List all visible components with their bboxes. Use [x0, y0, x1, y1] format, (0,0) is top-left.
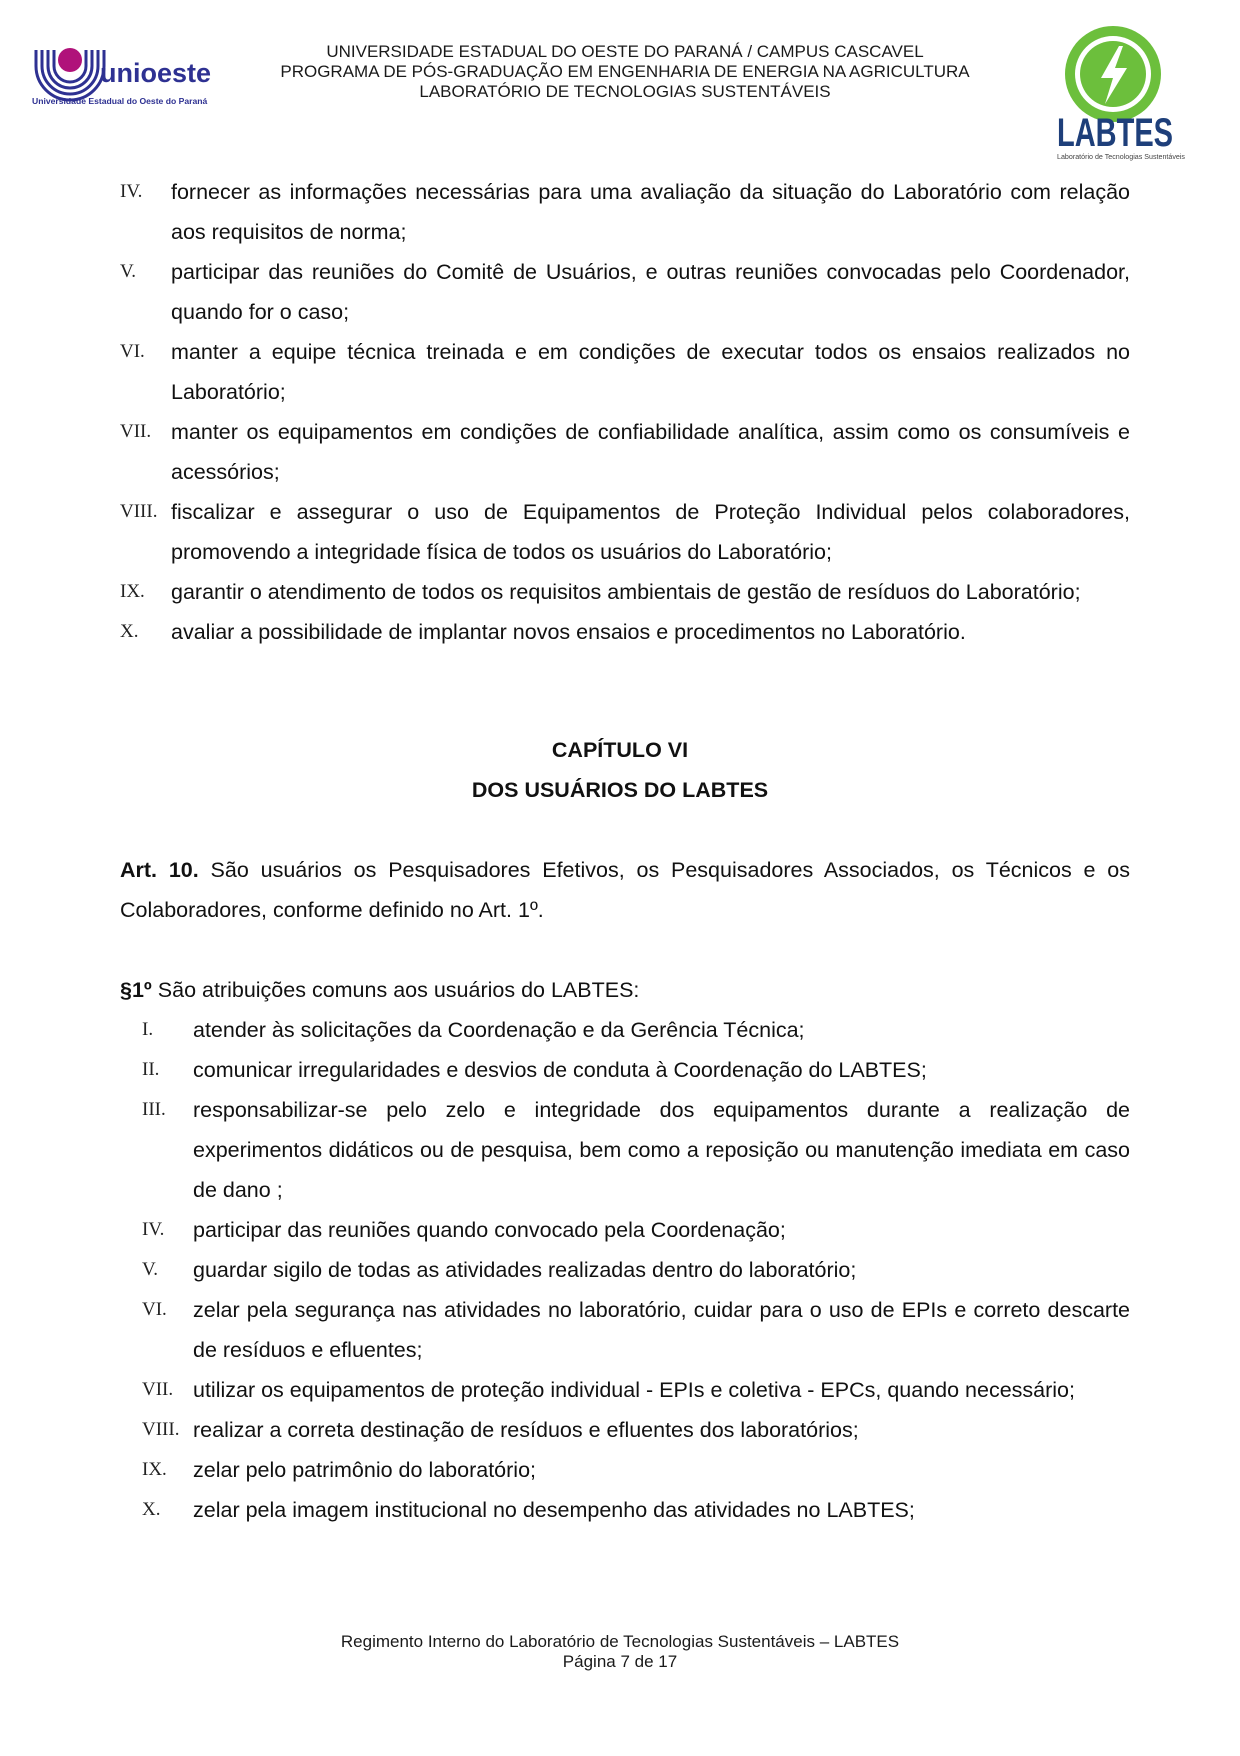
list-item — [142, 1050, 1130, 1090]
chapter-title: CAPÍTULO VI — [551, 738, 689, 762]
list-item — [142, 1450, 1130, 1490]
list-item — [142, 1210, 1130, 1250]
item-number: VI. — [142, 1299, 167, 1320]
list-item — [120, 412, 1130, 492]
item-number: IX. — [142, 1459, 167, 1480]
item-number: VIII. — [142, 1419, 180, 1440]
item-number: VI. — [120, 341, 145, 362]
article-10 — [120, 850, 1130, 930]
list-item — [120, 572, 1130, 612]
footer-title: Regimento Interno do Laboratório de Tecnologias Sustentáveis – LABTES — [340, 1632, 900, 1651]
item-text: atender às solicitações da Coordenação e da Gerência Técnica; — [193, 1018, 805, 1042]
header-line-3: LABORATÓRIO DE TECNOLOGIAS SUSTENTÁVEIS — [419, 82, 831, 101]
list-item — [142, 1490, 1130, 1530]
page-number: Página 7 de 17 — [562, 1652, 678, 1671]
item-number: V. — [142, 1259, 159, 1280]
item-number: VII. — [120, 421, 152, 442]
list-item — [120, 332, 1130, 412]
unioeste-subtitle: Universidade Estadual do Oeste do Paraná — [32, 96, 208, 106]
item-number: IV. — [142, 1219, 165, 1240]
item-number: X. — [120, 621, 139, 642]
item-number: II. — [142, 1059, 160, 1080]
unioeste-emblem — [36, 48, 104, 100]
paragraph-text: São atribuições comuns aos usuários do LABTES: — [157, 978, 640, 1002]
item-number: VIII. — [120, 501, 158, 522]
article-text: São usuários os Pesquisadores Efetivos, os Pesquisadores Associados, os Técnicos e os Colaboradores, conforme definido no Art. 1º. — [120, 858, 1131, 922]
item-text: manter a equipe técnica treinada e em condições de executar todos os ensaios realizados no Laboratório; — [171, 340, 1130, 404]
item-number: I. — [142, 1019, 154, 1040]
chapter-subtitle: DOS USUÁRIOS DO LABTES — [471, 778, 769, 802]
item-text: participar das reuniões quando convocado pela Coordenação; — [193, 1218, 786, 1242]
list-item — [142, 1090, 1130, 1210]
item-number: V. — [120, 261, 137, 282]
article-label: Art. 10. — [120, 858, 199, 882]
labtes-subtitle: Laboratório de Tecnologias Sustentáveis — [1057, 154, 1186, 161]
paragraph-1 — [120, 970, 1130, 1010]
header-line-2: PROGRAMA DE PÓS-GRADUAÇÃO EM ENGENHARIA DE ENERGIA NA AGRICULTURA — [280, 62, 970, 81]
item-number: X. — [142, 1499, 161, 1520]
labtes-wordmark: LABTES — [1057, 111, 1173, 155]
list-item — [142, 1410, 1130, 1450]
item-text: responsabilizar-se pelo zelo e integridade dos equipamentos durante a realização de experimentos didáticos ou de pesquisa, bem como a reposição ou manutenção imediata em caso de dano ; — [193, 1098, 1130, 1202]
list-item — [142, 1010, 1130, 1050]
item-text: comunicar irregularidades e desvios de conduta à Coordenação do LABTES; — [193, 1058, 927, 1082]
list-item — [120, 492, 1130, 572]
list-item — [142, 1370, 1130, 1410]
list-item — [120, 252, 1130, 332]
paragraph-label: §1º — [120, 978, 152, 1002]
header-text — [200, 42, 1050, 102]
header-line-1: UNIVERSIDADE ESTADUAL DO OESTE DO PARANÁ / CAMPUS CASCAVEL — [326, 42, 924, 61]
item-text: fornecer as informações necessárias para uma avaliação da situação do Laboratório com relação aos requisitos de norma; — [171, 180, 1130, 244]
list-item — [120, 172, 1130, 252]
item-text: zelar pela imagem institucional no desempenho das atividades no LABTES; — [193, 1498, 915, 1522]
item-text: garantir o atendimento de todos os requisitos ambientais de gestão de resíduos do Laboratório; — [171, 580, 1081, 604]
list-item — [142, 1250, 1130, 1290]
item-text: zelar pela segurança nas atividades no laboratório, cuidar para o uso de EPIs e correto descarte de resíduos e efluentes; — [193, 1298, 1130, 1362]
item-text: fiscalizar e assegurar o uso de Equipamentos de Proteção Individual pelos colaboradores, promovendo a integridade física de todos os usuários do Laboratório; — [171, 500, 1130, 564]
item-text: participar das reuniões do Comitê de Usuários, e outras reuniões convocadas pelo Coordenador, quando for o caso; — [171, 260, 1130, 324]
labtes-lightning-emblem — [1065, 26, 1161, 122]
list-item — [120, 612, 1130, 652]
item-number: III. — [142, 1099, 166, 1120]
page-footer — [0, 1632, 1240, 1672]
list-item — [142, 1290, 1130, 1370]
unioeste-wordmark: unioeste — [100, 58, 212, 88]
item-text: manter os equipamentos em condições de confiabilidade analítica, assim como os consumíveis e acessórios; — [171, 420, 1130, 484]
item-text: realizar a correta destinação de resíduos e efluentes dos laboratórios; — [193, 1418, 859, 1442]
item-number: VII. — [142, 1379, 174, 1400]
item-number: IX. — [120, 581, 145, 602]
list-user-duties — [142, 1010, 1130, 1530]
item-text: utilizar os equipamentos de proteção individual - EPIs e coletiva - EPCs, quando necessário; — [193, 1378, 1075, 1402]
labtes-logo — [1055, 16, 1205, 164]
item-text: zelar pelo patrimônio do laboratório; — [193, 1458, 537, 1482]
item-number: IV. — [120, 181, 143, 202]
item-text: guardar sigilo de todas as atividades realizadas dentro do laboratório; — [193, 1258, 857, 1282]
item-text: avaliar a possibilidade de implantar novos ensaios e procedimentos no Laboratório. — [171, 620, 966, 644]
list-responsibilities — [120, 172, 1130, 652]
